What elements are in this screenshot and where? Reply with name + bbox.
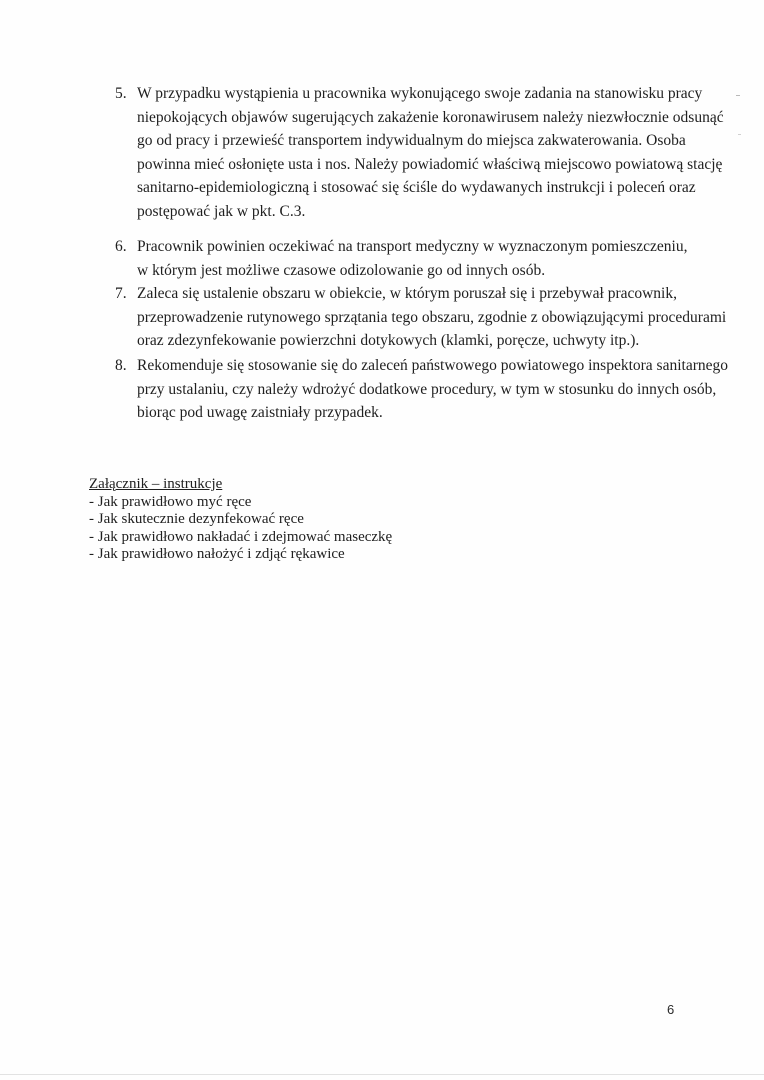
scan-artifact (738, 134, 741, 135)
text-line: oraz zdezynfekowanie powierzchni dotykowych (klamki, poręcze, uchwyty itp.). (137, 332, 640, 350)
page-number: 6 (667, 1002, 675, 1017)
list-item-text (137, 354, 728, 425)
scan-edge-line (0, 1074, 764, 1075)
list-item-text (137, 282, 727, 353)
list-item-text (137, 82, 724, 224)
text-line: powinna mieć osłonięte usta i nos. Należy powiadomić właściwą miejscowo powiatową stację (137, 155, 723, 173)
list-item-number: 5. (115, 85, 127, 102)
text-line: Rekomenduje się stosowanie się do zaleceń państwowego powiatowego inspektora sanitarnego (137, 357, 728, 374)
text-line: go od pracy i przewieść transportem indywidualnym do miejsca zakwaterowania. Osoba (137, 132, 686, 150)
scan-artifact (736, 95, 740, 96)
annex-entry: - Jak prawidłowo myć ręce (89, 493, 252, 510)
list-item-text (137, 235, 688, 282)
text-line: niepokojących objawów sugerujących zakażenie koronawirusem należy niezwłocznie odsunąć (137, 108, 724, 126)
list-item-number: 7. (115, 285, 127, 302)
text-line: Pracownik powinien oczekiwać na transport medyczny w wyznaczonym pomieszczeniu, (137, 238, 688, 255)
list-item-number: 6. (115, 238, 127, 255)
text-line: postępować jak w pkt. C.3. (137, 202, 306, 220)
annex-section (89, 476, 392, 564)
annex-entry: - Jak skutecznie dezynfekować ręce (89, 511, 304, 527)
text-line: w którym jest możliwe czasowe odizolowanie go od innych osób. (137, 261, 546, 279)
annex-title: Załącznik – instrukcje (89, 476, 223, 492)
text-line: przy ustalaniu, czy należy wdrożyć dodatkowe procedury, w tym w stosunku do innych osób, (137, 380, 717, 398)
text-line: biorąc pod uwagę zaistniały przypadek. (137, 404, 383, 422)
text-line: W przypadku wystąpienia u pracownika wykonującego swoje zadania na stanowisku pracy (137, 85, 703, 102)
list-item-number: 8. (115, 357, 127, 374)
annex-entry: - Jak prawidłowo nakładać i zdejmować maseczkę (89, 528, 393, 545)
text-line: przeprowadzenie rutynowego sprzątania tego obszaru, zgodnie z obowiązującymi procedurami (137, 308, 727, 326)
text-line: Zaleca się ustalenie obszaru w obiekcie, w którym poruszał się i przebywał pracownik, (137, 285, 677, 302)
annex-entry: - Jak prawidłowo nałożyć i zdjąć rękawice (89, 546, 345, 562)
text-line: sanitarno-epidemiologiczną i stosować się ściśle do wydawanych instrukcji i poleceń oraz (137, 179, 696, 197)
